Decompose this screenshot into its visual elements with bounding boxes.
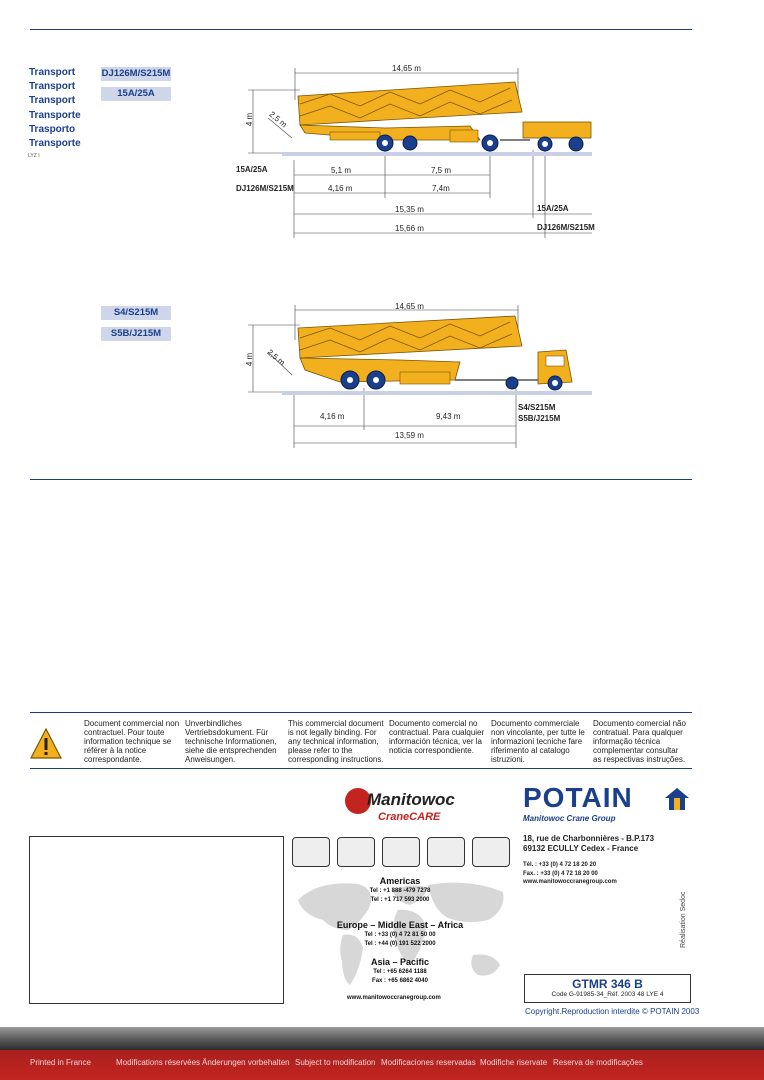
model-box-s4: S4/S215M [101, 306, 171, 320]
region-europe-tel2: Tel : +44 (0) 191 522 2000 [364, 941, 436, 947]
dim2-height: 4 m [245, 352, 255, 367]
contact-fax: Fax. : +33 (0) 4 72 18 20 00 [523, 870, 598, 877]
address-line2: 69132 ECULLY Cedex - France [523, 844, 639, 853]
dim1-overall1: 15,35 m [395, 205, 424, 214]
dim2-length-total: 14,65 m [395, 302, 424, 311]
dim1-row2-b: 7,4m [432, 184, 450, 193]
manitowoc-logo-text: Manitowoc [367, 790, 455, 809]
cranecare-logo-text: CraneCARE [378, 811, 441, 823]
footer-mod-es: Modificaciones reservadas [381, 1058, 476, 1067]
dim2-tag1: S4/S215M [518, 403, 556, 412]
transport-label-es: Transporte [29, 109, 81, 121]
footer-printed: Printed in France [30, 1058, 91, 1067]
warning-text-it: Documento commerciale non vincolante, per tutte le informazioni tecniche fare riferimento al catalogo istruzioni. [491, 719, 585, 764]
transport-label-pt: Transporte [29, 138, 81, 150]
warning-text-en: This commercial document is not legally binding. For any technical information, please refer to the corresponding instructions. [288, 719, 384, 764]
mid-divider [30, 479, 692, 480]
region-americas-title: Americas [379, 876, 421, 886]
region-europe-phones [325, 931, 475, 949]
footer-mod-it: Modifiche riservate [480, 1058, 548, 1067]
copyright: Copyright.Reproduction interdite © POTAIN 2003 [525, 1007, 700, 1016]
model-info-box [524, 974, 691, 1003]
model-box-s5b: S5B/J215M [101, 327, 171, 341]
dim1-length-total: 14,65 m [392, 64, 421, 73]
transport-label-it: Trasporto [29, 123, 76, 135]
region-europe-tel: Tel : +33 (0) 4 72 81 50 00 [364, 932, 436, 938]
dim1-row1-label: 15A/25A [236, 165, 268, 174]
region-americas-tel: Tel : +1 888 -479 7278 [369, 888, 431, 894]
dealer-stamp-box [29, 836, 284, 1004]
dim1-row2-label: DJ126M/S215M [236, 184, 294, 193]
dim2-seg-b: 9,43 m [436, 412, 461, 421]
transport-label-en: Transport [29, 95, 76, 107]
model-code: Code G-91985-34_Réf. 2003 48 LYE 4 [551, 991, 664, 998]
manitowoc-logo [345, 786, 460, 828]
technician-icon [337, 837, 375, 867]
footer-mod-en: Subject to modification [295, 1058, 376, 1067]
model-box-dj126m: DJ126M/S215M [101, 68, 171, 79]
dim1-row1-b: 7,5 m [431, 166, 452, 175]
footer-mod-de: Änderungen vorbehalten [202, 1058, 290, 1067]
training-icon [472, 837, 510, 867]
support-icon [427, 837, 465, 867]
transport-label-de: Transport [29, 81, 76, 93]
contact-block [523, 861, 617, 887]
model-name: GTMR 346 B [572, 977, 643, 991]
warning-text-fr: Document commercial non contractuel. Pour toute information technique se référer à la notice correspondante. [84, 719, 180, 764]
footer-mod-pt: Reserva de modificações [553, 1058, 643, 1067]
warning-text-es: Documento comercial no contractual. Para cualquier información técnica, ver la noticia correspondiente. [389, 719, 485, 755]
dim1-overall2: 15,66 m [395, 224, 424, 233]
dim1-overall2-label: DJ126M/S215M [537, 223, 595, 232]
region-asia-fax: Fax : +65 6862 4040 [372, 978, 428, 984]
small-code: LYZ I [28, 153, 40, 159]
transport-diagram-2 [0, 280, 764, 450]
side-credit: Réalisation Sedoc [680, 891, 687, 948]
dim2-angle: 2,5 m [265, 347, 287, 368]
region-americas-tel2: Tel : +1 717 593 2000 [370, 897, 430, 903]
service-icons-row [292, 837, 512, 867]
dim2-tag2: S5B/J215M [518, 414, 561, 423]
address-line1: 18, rue de Charbonnières - B.P.173 [523, 834, 655, 843]
region-asia-tel: Tel : +65 6264 1188 [373, 969, 427, 975]
warning-divider-bottom [30, 768, 692, 769]
potain-logo-mark [663, 786, 691, 812]
dim1-row2-a: 4,16 m [328, 184, 353, 193]
dim2-seg-a: 4,16 m [320, 412, 345, 421]
region-asia-title: Asia – Pacific [370, 957, 430, 967]
dim1-height: 4 m [245, 112, 255, 127]
engine-icon [382, 837, 420, 867]
contact-web[interactable]: www.manitowoccranegroup.com [523, 879, 617, 885]
region-asia-phones [325, 968, 475, 986]
potain-subtitle: Manitowoc Crane Group [523, 814, 616, 823]
transport-label-fr: Transport [29, 67, 76, 78]
region-web[interactable]: www.manitowoccranegroup.com [347, 995, 441, 1001]
warning-icon [29, 727, 63, 761]
address-block [523, 834, 654, 854]
region-europe-title: Europe – Middle East – Africa [336, 920, 464, 930]
region-americas-phones [325, 887, 475, 905]
footer-mod-fr: Modifications réservées [116, 1058, 201, 1067]
contact-tel: Tél. : +33 (0) 4 72 18 20 20 [523, 862, 597, 868]
dim1-angle: 2,5 m [267, 109, 289, 130]
warning-divider-top [30, 712, 692, 713]
warning-text-de: Unverbindliches Vertriebsdokument. Für technische Informationen, siehe die entsprechenden Anweisungen. [185, 719, 277, 764]
dim1-row1-a: 5,1 m [331, 166, 352, 175]
parts-icon [292, 837, 330, 867]
potain-logo-text: POTAIN [523, 782, 633, 813]
model-box-15a: 15A/25A [101, 87, 171, 101]
dim2-overall: 13,59 m [395, 431, 424, 440]
dim1-overall1-label: 15A/25A [537, 204, 569, 213]
warning-text-pt: Documento comercial não contratual. Para qualquer informação técnica complementar consultar as respectivas instruções. [593, 719, 686, 764]
